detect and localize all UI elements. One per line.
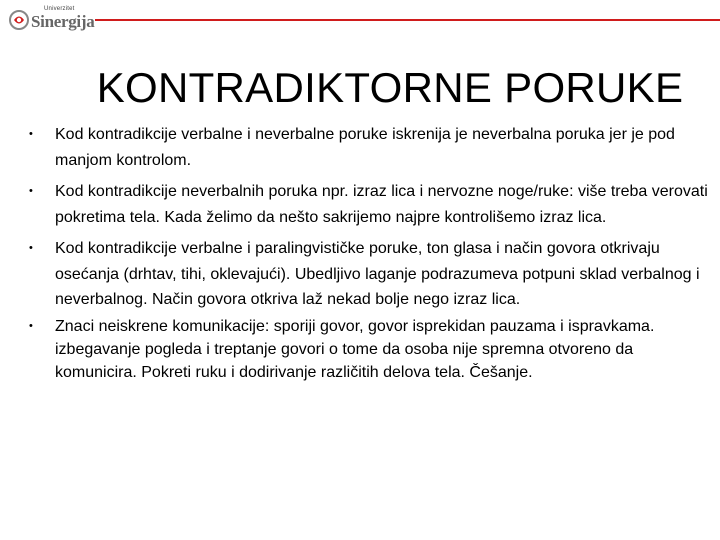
bullet-text: Kod kontradikcije verbalne i neverbalne poruke iskrenija je neverbalna poruka jer je pod manjom kontrolom.: [55, 126, 675, 169]
bullet-item: [25, 315, 710, 384]
bullet-marker: •: [29, 319, 33, 332]
logo-name: Sinergija: [31, 12, 95, 31]
bullet-item: [25, 236, 710, 313]
bullet-item: [25, 122, 710, 173]
header-divider: [95, 19, 720, 21]
bullet-text: Kod kontradikcije verbalne i paralingvističke poruke, ton glasa i način govora otkrivaju osećanja (drhtav, tihi, oklevajući). Ubedljivo laganje podrazumeva potpuni sklad verbalnog i neverbalnog. Način govora otkriva laž nekad bolje nego izraz lica.: [55, 240, 700, 308]
bullet-marker: •: [29, 242, 33, 254]
sinergija-logo-icon: [8, 9, 30, 31]
logo-subtitle: Univerzitet: [44, 6, 75, 12]
bullet-marker: •: [29, 128, 33, 140]
bullet-item: [25, 179, 710, 230]
university-logo: [8, 6, 94, 32]
bullet-text: Kod kontradikcije neverbalnih poruka npr. izraz lica i nervozne noge/ruke: više treba verovati pokretima tela. Kada želimo da nešto sakrijemo najpre kontrolišemo izraz lica.: [55, 183, 708, 226]
bullet-text: Znaci neiskrene komunikacije: sporiji govor, govor isprekidan pauzama i ispravkama. izbegavanje pogleda i treptanje govori o tome da osoba nije spremna otvoreno da komunicira. Pokreti ruku i dodirivanje različitih delova tela. Češanje.: [55, 317, 655, 381]
bullet-marker: •: [29, 185, 33, 197]
bullet-list: [25, 122, 710, 390]
slide-title: KONTRADIKTORNE PORUKE: [96, 64, 684, 112]
